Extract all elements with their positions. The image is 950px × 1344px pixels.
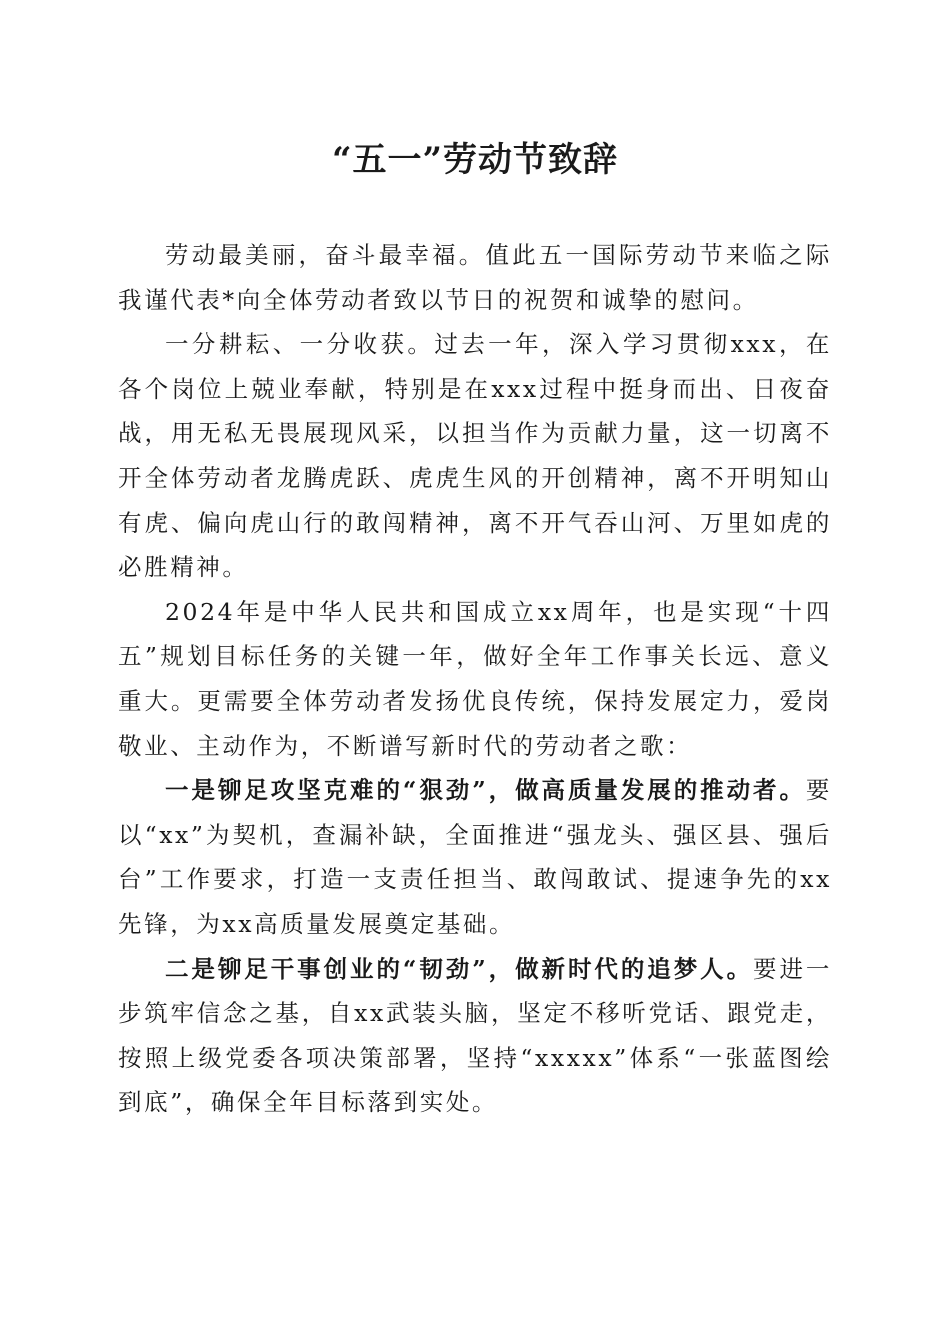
paragraph-1: [118, 233, 832, 322]
paragraph-5-lead: 二是铆足干事创业的“韧劲”，做新时代的追梦人。: [165, 954, 754, 983]
paragraph-3-text: 2024年是中华人民共和国成立xx周年，也是实现“十四五”规划目标任务的关键一年，做好全年工作事关长远、意义重大。更需要全体劳动者发扬优良传统，保持发展定力，爱岗敬业、主动作为，不断谱写新时代的劳动者之歌：: [118, 597, 832, 760]
paragraph-4-lead: 一是铆足攻坚克难的“狠劲”，做高质量发展的推动者。: [165, 776, 806, 805]
paragraph-5-text: 要进一步筑牢信念之基，自xx武装头脑，坚定不移听党话、跟党走，按照上级党委各项决策部署，坚持“xxxxx”体系“一张蓝图绘到底”，确保全年目标落到实处。: [118, 954, 832, 1117]
paragraph-3: [118, 590, 832, 768]
paragraph-4-text: 要以“xx”为契机，查漏补缺，全面推进“强龙头、强区县、强后台”工作要求，打造一支责任担当、敢闯敢试、提速争先的xx先锋，为xx高质量发展奠定基础。: [118, 776, 832, 938]
paragraph-5: [118, 947, 832, 1125]
paragraph-2-text: 一分耕耘、一分收获。过去一年，深入学习贯彻xxx，在各个岗位上兢业奉献，特别是在xxx过程中挺身而出、日夜奋战，用无私无畏展现风采，以担当作为贡献力量，这一切离不开全体劳动者龙腾虎跃、虎虎生风的开创精神，离不开明知山有虎、偏向虎山行的敢闯精神，离不开气吞山河、万里如虎的必胜精神。: [118, 330, 832, 582]
paragraph-2: [118, 322, 832, 590]
paragraph-1-text: 劳动最美丽，奋斗最幸福。值此五一国际劳动节来临之际我谨代表*向全体劳动者致以节日的祝贺和诚挚的慰问。: [118, 241, 832, 314]
document-title: “五一”劳动节致辞: [331, 140, 619, 180]
paragraph-4: [118, 768, 832, 946]
document-body: [118, 233, 832, 1125]
